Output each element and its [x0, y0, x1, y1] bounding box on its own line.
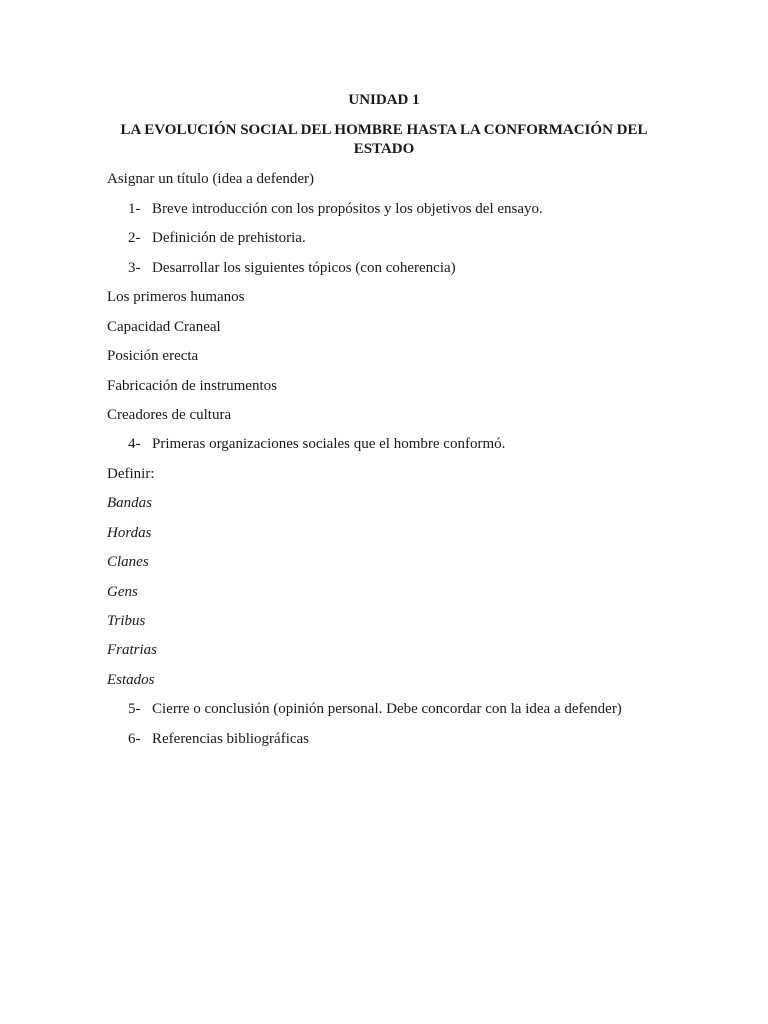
- organization-term: Bandas: [107, 495, 152, 511]
- list-item-text: Desarrollar los siguientes tópicos (con coherencia): [152, 260, 456, 276]
- list-item-number: 3-: [128, 260, 141, 276]
- define-label: Definir:: [107, 466, 155, 482]
- topic-line: Fabricación de instrumentos: [107, 378, 277, 394]
- list-item-text: Breve introducción con los propósitos y los objetivos del ensayo.: [152, 201, 543, 217]
- list-item-number: 4-: [128, 436, 141, 452]
- list-item-number: 2-: [128, 230, 141, 246]
- organization-term: Tribus: [107, 613, 146, 629]
- intro-line: Asignar un título (idea a defender): [107, 171, 315, 187]
- organization-term: Clanes: [107, 554, 149, 570]
- list-item-number: 6-: [128, 731, 141, 747]
- topic-line: Capacidad Craneal: [107, 319, 221, 335]
- topic-line: Los primeros humanos: [107, 289, 245, 305]
- topic-line: Posición erecta: [107, 348, 199, 364]
- main-title: LA EVOLUCIÓN SOCIAL DEL HOMBRE HASTA LA CONFORMACIÓN DEL ESTADO: [120, 122, 648, 157]
- list-item-number: 5-: [128, 701, 141, 717]
- list-item-text: Referencias bibliográficas: [152, 731, 310, 747]
- list-item-text: Definición de prehistoria.: [152, 230, 306, 246]
- organization-term: Hordas: [107, 525, 152, 541]
- organization-term: Fratrias: [107, 642, 158, 658]
- organization-term: Gens: [107, 584, 138, 600]
- organization-term: Estados: [107, 672, 155, 688]
- unit-title: UNIDAD 1: [348, 92, 420, 108]
- list-item-text: Cierre o conclusión (opinión personal. Debe concordar con la idea a defender): [152, 701, 622, 717]
- topic-line: Creadores de cultura: [107, 407, 232, 423]
- list-item-text: Primeras organizaciones sociales que el hombre conformó.: [152, 436, 506, 452]
- list-item-number: 1-: [128, 201, 141, 217]
